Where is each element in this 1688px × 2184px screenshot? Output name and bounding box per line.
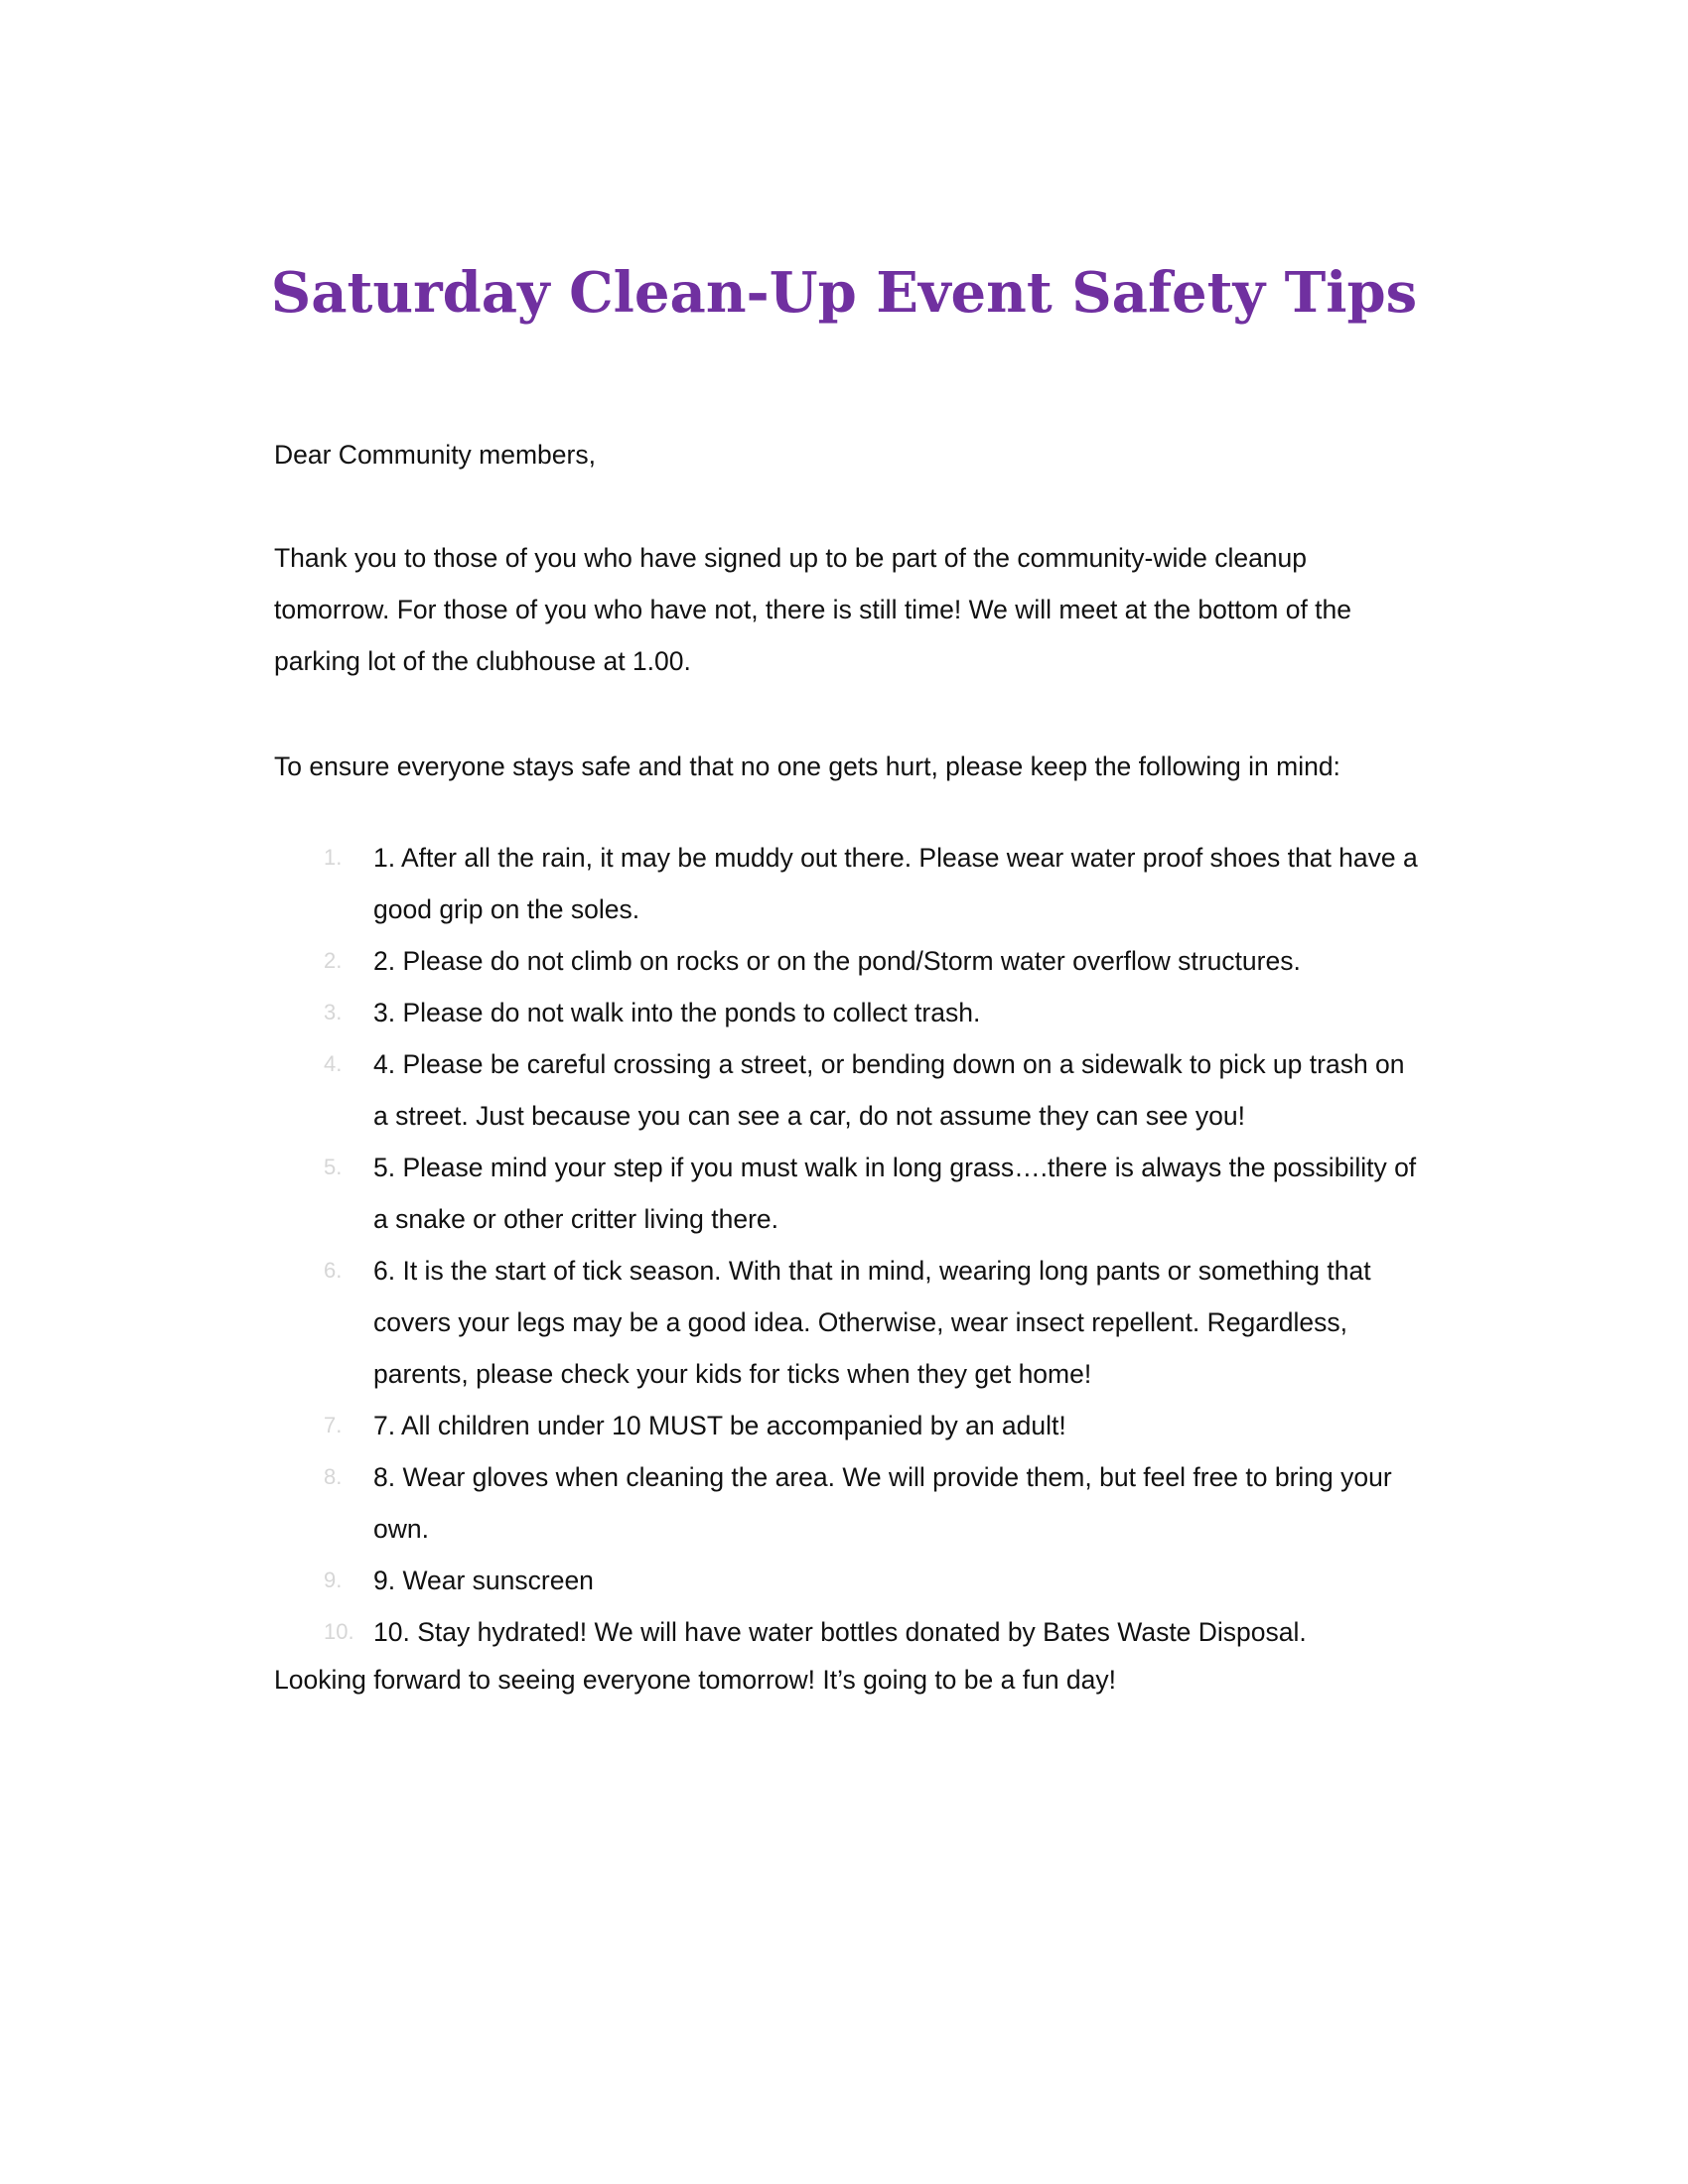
tip-marker: 6. [324, 1258, 343, 1283]
tip-marker: 4. [324, 1051, 343, 1076]
tip-item [274, 1451, 1426, 1555]
tip-text: 4. Please be careful crossing a street, or bending down on a sidewalk to pick up trash on a street. Just because you can see a car, do not assume they can see you! [373, 1049, 1405, 1131]
tip-text: 9. Wear sunscreen [373, 1566, 594, 1595]
tip-text: 8. Wear gloves when cleaning the area. We will provide them, but feel free to bring your own. [373, 1462, 1392, 1544]
tip-text: 10. Stay hydrated! We will have water bottles donated by Bates Waste Disposal. [373, 1617, 1307, 1647]
tip-marker: 1. [324, 845, 343, 870]
tip-item [274, 987, 1426, 1038]
safety-tips-list [274, 832, 1426, 1658]
page-title: Saturday Clean-Up Event Safety Tips [270, 260, 1418, 326]
tip-item [274, 1245, 1426, 1400]
tip-marker: 7. [324, 1413, 343, 1437]
tip-marker: 8. [324, 1464, 343, 1489]
tip-item [274, 1606, 1426, 1658]
tip-marker: 5. [324, 1155, 343, 1179]
tip-text: 7. All children under 10 MUST be accompanied by an adult! [373, 1411, 1066, 1440]
tip-marker: 10. [324, 1619, 354, 1644]
tip-text: 6. It is the start of tick season. With that in mind, wearing long pants or something that covers your legs may be a good idea. Otherwise, wear insect repellent. Regardless, parents, please check your kids for ticks when they get home! [373, 1256, 1371, 1389]
tip-text: 2. Please do not climb on rocks or on the pond/Storm water overflow structures. [373, 946, 1301, 976]
tip-marker: 2. [324, 948, 343, 973]
greeting: Dear Community members, [274, 440, 596, 470]
tip-marker: 3. [324, 1000, 343, 1024]
tip-item [274, 832, 1426, 935]
tip-marker: 9. [324, 1568, 343, 1592]
tip-item [274, 1400, 1426, 1451]
lead-paragraph: To ensure everyone stays safe and that no one gets hurt, please keep the following in mind: [274, 751, 1340, 781]
intro-paragraph: Thank you to those of you who have signed up to be part of the community-wide cleanup tomorrow. For those of you who have not, there is still time! We will meet at the bottom of the parking lot of the clubhouse at 1.00. [274, 543, 1352, 676]
tip-item [274, 1142, 1426, 1245]
tip-item [274, 935, 1426, 987]
tip-text: 5. Please mind your step if you must walk in long grass….there is always the possibility of a snake or other critter living there. [373, 1153, 1417, 1234]
tip-text: 1. After all the rain, it may be muddy out there. Please wear water proof shoes that have a good grip on the soles. [373, 843, 1418, 924]
tip-item [274, 1555, 1426, 1606]
tip-item [274, 1038, 1426, 1142]
closing-paragraph: Looking forward to seeing everyone tomorrow! It’s going to be a fun day! [274, 1665, 1117, 1695]
tip-text: 3. Please do not walk into the ponds to collect trash. [373, 998, 981, 1027]
